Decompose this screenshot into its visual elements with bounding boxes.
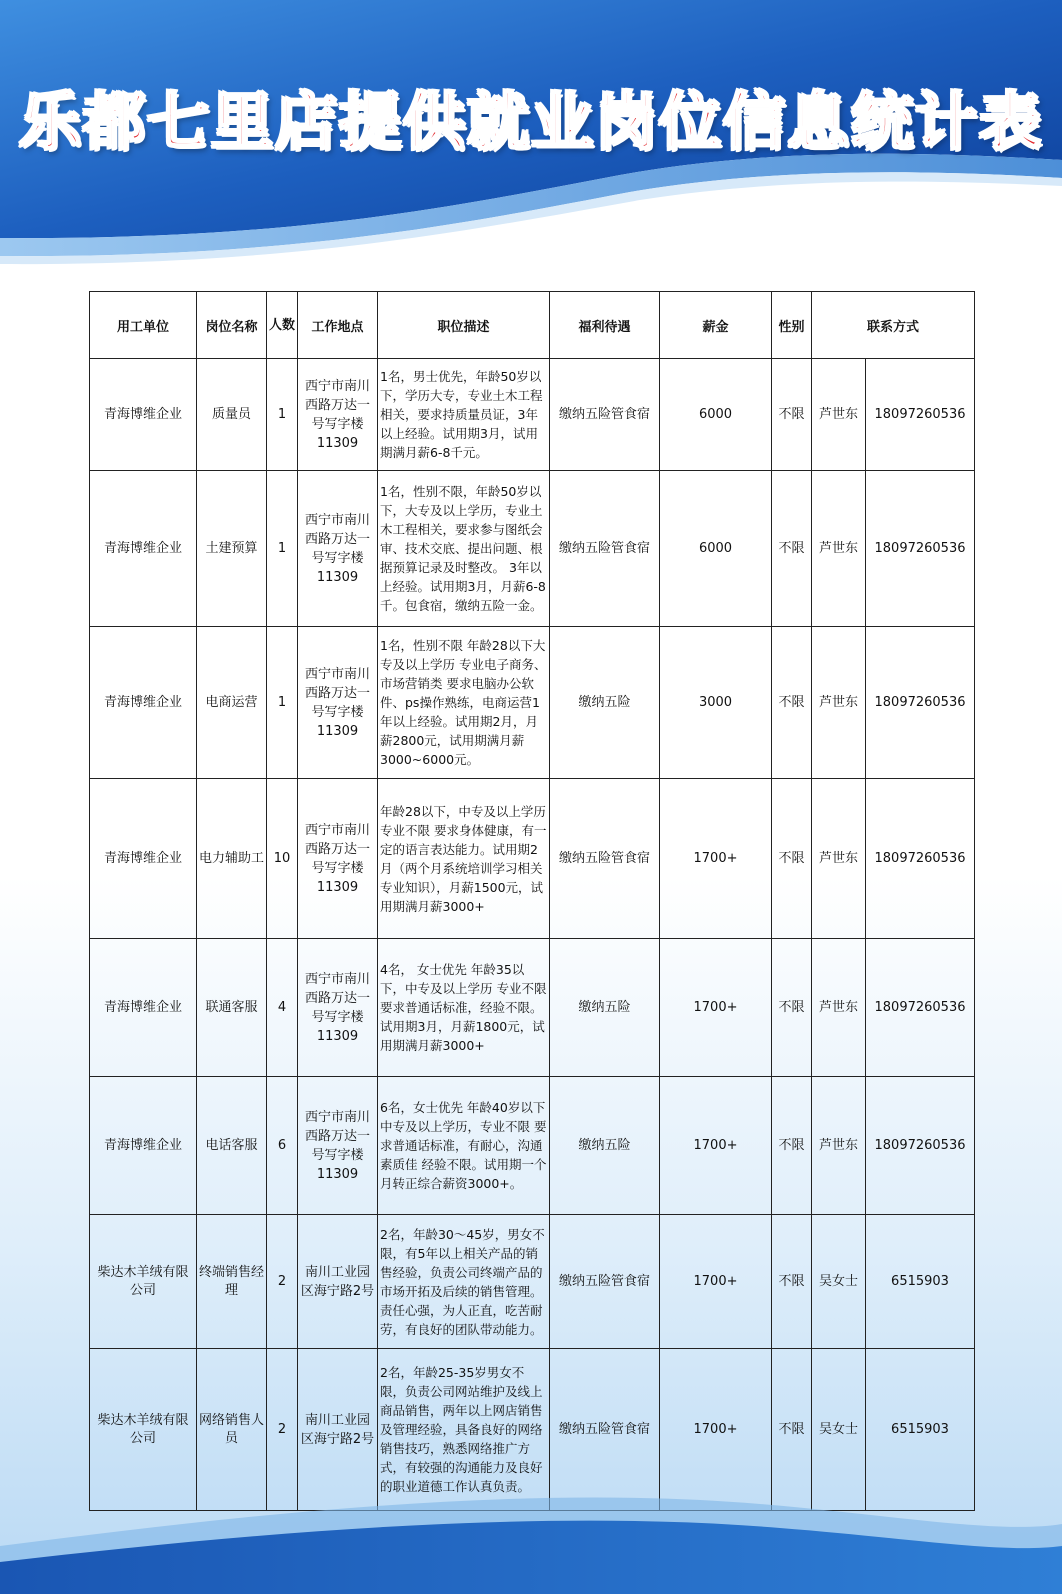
cell-benefits: 缴纳五险 [550,627,660,779]
cell-company: 青海博维企业 [90,627,197,779]
cell-location: 西宁市南川西路万达一号写字楼11309 [298,939,378,1077]
cell-contact-name: 芦世东 [812,1077,866,1215]
cell-count: 1 [267,627,298,779]
header-count: 人数 [267,292,298,359]
header-contact: 联系方式 [812,292,975,359]
cell-contact-name: 吴女士 [812,1215,866,1349]
jobs-table [89,291,975,1511]
cell-gender: 不限 [772,779,812,939]
cell-benefits: 缴纳五险管食宿 [550,1349,660,1511]
cell-phone: 18097260536 [866,471,975,627]
cell-benefits: 缴纳五险管食宿 [550,1215,660,1349]
cell-salary: 1700+ [660,1215,772,1349]
cell-position: 终端销售经理 [197,1215,267,1349]
cell-location: 西宁市南川西路万达一号写字楼11309 [298,1077,378,1215]
cell-contact-name: 吴女士 [812,1349,866,1511]
header-salary: 薪金 [660,292,772,359]
cell-phone: 18097260536 [866,779,975,939]
cell-description: 6名，女士优先 年龄40岁以下 中专及以上学历，专业不限 要求普通话标准，有耐心，沟通素质佳 经验不限。试用期一个月转正综合薪资3000+。 [378,1077,550,1215]
cell-gender: 不限 [772,939,812,1077]
cell-phone: 18097260536 [866,1077,975,1215]
cell-salary: 1700+ [660,939,772,1077]
cell-description: 4名， 女士优先 年龄35以下，中专及以上学历 专业不限 要求普通话标准，经验不限。试用期3月，月薪1800元，试用期满月薪3000+ [378,939,550,1077]
cell-location: 南川工业园区海宁路2号 [298,1215,378,1349]
cell-description: 2名，年龄30～45岁，男女不限，有5年以上相关产品的销售经验，负责公司终端产品的市场开拓及后续的销售管理。责任心强，为人正直，吃苦耐劳，有良好的团队带动能力。 [378,1215,550,1349]
cell-salary: 6000 [660,471,772,627]
cell-position: 电话客服 [197,1077,267,1215]
cell-count: 2 [267,1215,298,1349]
cell-salary: 1700+ [660,779,772,939]
cell-benefits: 缴纳五险管食宿 [550,359,660,471]
table-row [90,779,975,939]
cell-position: 联通客服 [197,939,267,1077]
table-row [90,359,975,471]
cell-description: 1名，性别不限，年龄50岁以下，大专及以上学历，专业土木工程相关，要求参与图纸会审、技术交底、提出问题、根据预算记录及时整改。 3年以上经验。试用期3月，月薪6-8千。包食宿，缴纳五险一金。 [378,471,550,627]
table-row [90,1077,975,1215]
header-benefits: 福利待遇 [550,292,660,359]
cell-company: 青海博维企业 [90,471,197,627]
table-row [90,471,975,627]
cell-location: 西宁市南川西路万达一号写字楼11309 [298,471,378,627]
page-title: 乐都七里店提供就业岗位信息统计表 [18,85,1043,158]
header-description: 职位描述 [378,292,550,359]
cell-contact-name: 芦世东 [812,779,866,939]
cell-count: 6 [267,1077,298,1215]
cell-location: 西宁市南川西路万达一号写字楼11309 [298,779,378,939]
cell-position: 电力辅助工 [197,779,267,939]
cell-description: 1名，男士优先，年龄50岁以下，学历大专，专业土木工程相关，要求持质量员证，3年以上经验。试用期3月，试用期满月薪6-8千元。 [378,359,550,471]
cell-company: 青海博维企业 [90,1077,197,1215]
cell-contact-name: 芦世东 [812,627,866,779]
cell-phone: 18097260536 [866,627,975,779]
cell-benefits: 缴纳五险 [550,1077,660,1215]
cell-salary: 1700+ [660,1349,772,1511]
cell-location: 西宁市南川西路万达一号写字楼11309 [298,627,378,779]
header-location: 工作地点 [298,292,378,359]
cell-contact-name: 芦世东 [812,939,866,1077]
cell-gender: 不限 [772,359,812,471]
cell-company: 青海博维企业 [90,779,197,939]
cell-phone: 18097260536 [866,359,975,471]
cell-count: 1 [267,359,298,471]
cell-company: 青海博维企业 [90,939,197,1077]
cell-description: 2名，年龄25-35岁男女不限，负责公司网站维护及线上商品销售，两年以上网店销售及管理经验，具备良好的网络销售技巧，熟悉网络推广方式，有较强的沟通能力及良好的职业道德工作认真负责。 [378,1349,550,1511]
cell-position: 土建预算 [197,471,267,627]
cell-count: 1 [267,471,298,627]
cell-count: 2 [267,1349,298,1511]
cell-gender: 不限 [772,627,812,779]
cell-position: 质量员 [197,359,267,471]
table-row [90,939,975,1077]
cell-gender: 不限 [772,471,812,627]
cell-salary: 1700+ [660,1077,772,1215]
cell-count: 10 [267,779,298,939]
table-header-row [90,292,975,359]
cell-position: 网络销售人员 [197,1349,267,1511]
cell-description: 1名，性别不限 年龄28以下大专及以上学历 专业电子商务、市场营销类 要求电脑办公软件、ps操作熟练，电商运营1年以上经验。试用期2月，月薪2800元，试用期满月薪3000~6000元。 [378,627,550,779]
cell-contact-name: 芦世东 [812,359,866,471]
cell-count: 4 [267,939,298,1077]
cell-benefits: 缴纳五险管食宿 [550,471,660,627]
cell-salary: 6000 [660,359,772,471]
header-position: 岗位名称 [197,292,267,359]
cell-benefits: 缴纳五险 [550,939,660,1077]
table-row [90,1215,975,1349]
cell-company: 青海博维企业 [90,359,197,471]
cell-gender: 不限 [772,1077,812,1215]
cell-gender: 不限 [772,1349,812,1511]
cell-location: 南川工业园区海宁路2号 [298,1349,378,1511]
header-company: 用工单位 [90,292,197,359]
footer-wave [0,1474,1062,1594]
cell-company: 柴达木羊绒有限公司 [90,1215,197,1349]
cell-description: 年龄28以下，中专及以上学历专业不限 要求身体健康，有一定的语言表达能力。试用期2月（两个月系统培训学习相关专业知识），月薪1500元，试用期满月薪3000+ [378,779,550,939]
cell-gender: 不限 [772,1215,812,1349]
cell-contact-name: 芦世东 [812,471,866,627]
cell-salary: 3000 [660,627,772,779]
table-row [90,627,975,779]
cell-phone: 6515903 [866,1349,975,1511]
cell-position: 电商运营 [197,627,267,779]
header-gender: 性别 [772,292,812,359]
cell-phone: 6515903 [866,1215,975,1349]
cell-location: 西宁市南川西路万达一号写字楼11309 [298,359,378,471]
cell-company: 柴达木羊绒有限公司 [90,1349,197,1511]
cell-phone: 18097260536 [866,939,975,1077]
cell-benefits: 缴纳五险管食宿 [550,779,660,939]
